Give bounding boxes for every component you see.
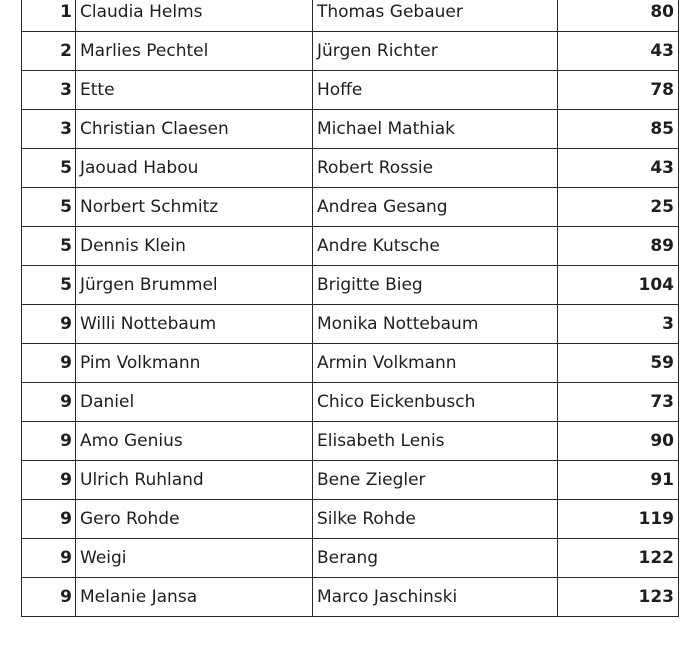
player2-cell: Armin Volkmann — [313, 344, 558, 383]
points-cell: 43 — [558, 32, 679, 71]
rank-cell: 3 — [22, 71, 76, 110]
player2-cell: Andre Kutsche — [313, 227, 558, 266]
points-cell: 3 — [558, 305, 679, 344]
player2-cell: Robert Rossie — [313, 149, 558, 188]
table-row — [22, 305, 679, 344]
player2-cell: Hoffe — [313, 71, 558, 110]
table-row — [22, 188, 679, 227]
player1-cell: Marlies Pechtel — [76, 32, 313, 71]
points-cell: 73 — [558, 383, 679, 422]
player1-cell: Pim Volkmann — [76, 344, 313, 383]
points-cell: 59 — [558, 344, 679, 383]
player2-cell: Berang — [313, 539, 558, 578]
rank-cell: 5 — [22, 227, 76, 266]
table-row — [22, 539, 679, 578]
player1-cell: Melanie Jansa — [76, 578, 313, 617]
points-cell: 91 — [558, 461, 679, 500]
player1-cell: Weigi — [76, 539, 313, 578]
ranking-table — [21, 0, 679, 617]
player2-cell: Thomas Gebauer — [313, 0, 558, 32]
points-cell: 122 — [558, 539, 679, 578]
points-cell: 25 — [558, 188, 679, 227]
player1-cell: Gero Rohde — [76, 500, 313, 539]
table-row — [22, 461, 679, 500]
points-cell: 90 — [558, 422, 679, 461]
player1-cell: Jaouad Habou — [76, 149, 313, 188]
table-row — [22, 383, 679, 422]
player1-cell: Ette — [76, 71, 313, 110]
player2-cell: Michael Mathiak — [313, 110, 558, 149]
ranking-table-body — [22, 0, 679, 617]
table-row — [22, 344, 679, 383]
rank-cell: 9 — [22, 383, 76, 422]
rank-cell: 9 — [22, 305, 76, 344]
player2-cell: Monika Nottebaum — [313, 305, 558, 344]
player1-cell: Claudia Helms — [76, 0, 313, 32]
points-cell: 85 — [558, 110, 679, 149]
table-row — [22, 71, 679, 110]
player1-cell: Jürgen Brummel — [76, 266, 313, 305]
player2-cell: Marco Jaschinski — [313, 578, 558, 617]
table-row — [22, 0, 679, 32]
player2-cell: Elisabeth Lenis — [313, 422, 558, 461]
player2-cell: Brigitte Bieg — [313, 266, 558, 305]
rank-cell: 9 — [22, 344, 76, 383]
rank-cell: 3 — [22, 110, 76, 149]
table-row — [22, 149, 679, 188]
rank-cell: 9 — [22, 500, 76, 539]
rank-cell: 5 — [22, 149, 76, 188]
table-row — [22, 32, 679, 71]
player2-cell: Chico Eickenbusch — [313, 383, 558, 422]
player1-cell: Amo Genius — [76, 422, 313, 461]
rank-cell: 5 — [22, 188, 76, 227]
points-cell: 80 — [558, 0, 679, 32]
player2-cell: Jürgen Richter — [313, 32, 558, 71]
rank-cell: 9 — [22, 422, 76, 461]
points-cell: 104 — [558, 266, 679, 305]
table-row — [22, 110, 679, 149]
player1-cell: Christian Claesen — [76, 110, 313, 149]
points-cell: 89 — [558, 227, 679, 266]
player1-cell: Dennis Klein — [76, 227, 313, 266]
table-row — [22, 422, 679, 461]
player2-cell: Bene Ziegler — [313, 461, 558, 500]
rank-cell: 9 — [22, 539, 76, 578]
points-cell: 78 — [558, 71, 679, 110]
player2-cell: Andrea Gesang — [313, 188, 558, 227]
rank-cell: 9 — [22, 461, 76, 500]
table-row — [22, 227, 679, 266]
rank-cell: 9 — [22, 578, 76, 617]
table-row — [22, 578, 679, 617]
player1-cell: Ulrich Ruhland — [76, 461, 313, 500]
rank-cell: 2 — [22, 32, 76, 71]
rank-cell: 1 — [22, 0, 76, 32]
player1-cell: Daniel — [76, 383, 313, 422]
table-row — [22, 500, 679, 539]
points-cell: 123 — [558, 578, 679, 617]
player1-cell: Willi Nottebaum — [76, 305, 313, 344]
points-cell: 43 — [558, 149, 679, 188]
rank-cell: 5 — [22, 266, 76, 305]
player2-cell: Silke Rohde — [313, 500, 558, 539]
table-row — [22, 266, 679, 305]
points-cell: 119 — [558, 500, 679, 539]
player1-cell: Norbert Schmitz — [76, 188, 313, 227]
